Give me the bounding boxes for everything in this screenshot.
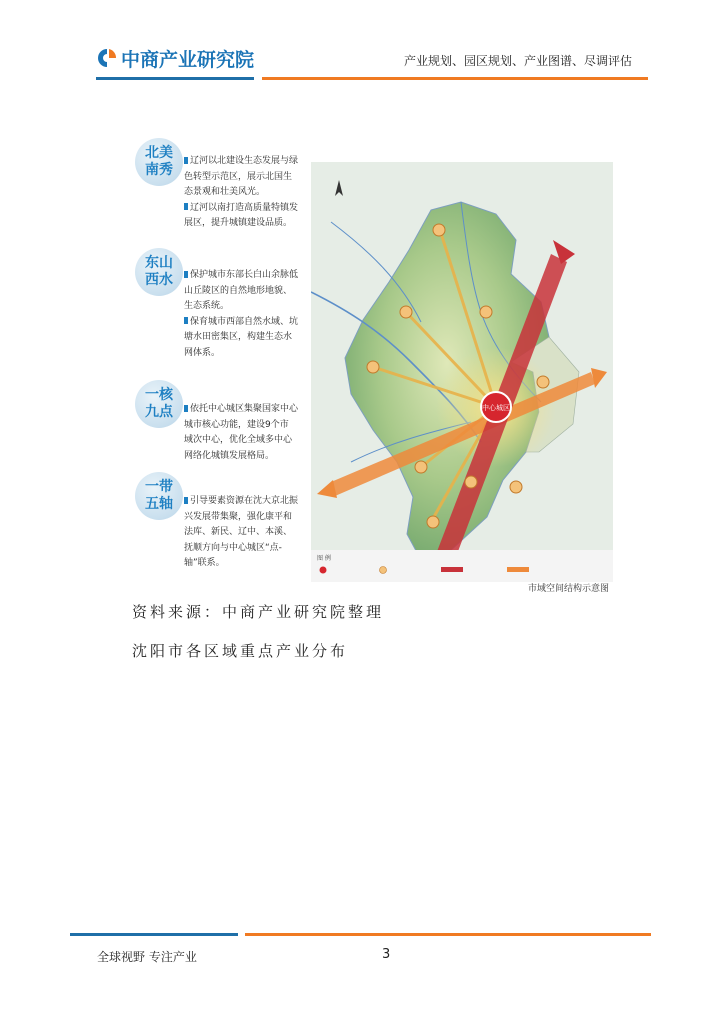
- badge-line: 一核: [145, 387, 173, 403]
- bullet-icon: [184, 203, 188, 210]
- block-line: 保护城市东部长白山余脉低: [190, 270, 299, 280]
- badge-north-south: [135, 138, 183, 186]
- block-line: 塘水田密集区，构建生态水: [184, 332, 293, 342]
- block-line: 网络化城镇发展格局。: [184, 450, 275, 461]
- block-line: 依托中心城区集聚国家中心: [190, 404, 299, 414]
- badge-line: 东山: [145, 255, 173, 271]
- badge-line: 北美: [145, 145, 173, 161]
- page-number: 3: [382, 947, 391, 962]
- block-line: 展区，提升城镇建设品质。: [184, 218, 293, 228]
- footer-divider-blue: [70, 933, 238, 936]
- spatial-structure-figure: [131, 132, 613, 594]
- block-line: 城市核心功能，建设9个市: [184, 419, 289, 430]
- header-tagline: 产业规划、园区规划、产业图谱、尽调评估: [404, 54, 633, 68]
- core-label: 中心城区: [482, 404, 510, 412]
- city-structure-map: [311, 162, 613, 594]
- block-line: 山丘陵区的自然地形地貌、: [184, 285, 293, 296]
- block-line: 引导要素资源在沈大京北振: [190, 496, 299, 506]
- badge-line: 五轴: [145, 496, 173, 512]
- badge-line: 九点: [145, 404, 173, 420]
- brand-logo: [96, 46, 254, 70]
- footer-slogan: 全球视野 专注产业: [97, 950, 197, 964]
- block-line: 保育城市西部自然水域、坑: [190, 316, 299, 327]
- bullet-icon: [184, 405, 188, 412]
- text-block-north-south: [184, 154, 310, 232]
- text-block-core-nine: [184, 402, 310, 464]
- legend-title: 图 例: [317, 555, 331, 562]
- header-divider-orange: [262, 77, 648, 80]
- block-line: 法库、新民、辽中、本溪、: [184, 527, 293, 537]
- block-line: 辽河以北建设生态发展与绿: [190, 156, 299, 166]
- bullet-icon: [184, 271, 188, 278]
- header-divider-blue: [96, 77, 254, 80]
- section-heading: 沈阳市各区域重点产业分布: [132, 642, 349, 660]
- block-line: 抚顺方向与中心城区“点-: [184, 542, 282, 553]
- block-line: 网体系。: [184, 347, 221, 358]
- bullet-icon: [184, 317, 188, 324]
- footer-divider-orange: [245, 933, 651, 936]
- map-caption: 市域空间结构示意图: [527, 584, 609, 594]
- source-note: 资料来源：中商产业研究院整理: [132, 603, 385, 621]
- block-line: 辽河以南打造高质量特镇发: [190, 202, 299, 213]
- badge-line: 南秀: [145, 162, 173, 178]
- badge-line: 一带: [145, 479, 173, 495]
- text-block-east-west: [184, 268, 310, 361]
- text-block-belt-axes: [184, 494, 310, 572]
- logo-mark-icon: [96, 47, 118, 69]
- badge-east-west: [135, 248, 183, 296]
- badge-line: 西水: [145, 272, 173, 288]
- block-line: 生态系统。: [184, 301, 230, 311]
- bullet-icon: [184, 157, 188, 164]
- block-line: 兴发展带集聚，强化康平和: [184, 511, 293, 522]
- badge-belt-axes: [135, 472, 183, 520]
- block-line: 域次中心，优化全域多中心: [184, 435, 293, 445]
- bullet-icon: [184, 497, 188, 504]
- logo-text: 中商产业研究院: [121, 48, 255, 71]
- block-line: 色转型示范区，展示北国生: [184, 171, 293, 182]
- block-line: 轴”联系。: [184, 558, 225, 568]
- block-line: 态景观和壮美风光。: [184, 187, 266, 197]
- badge-core-nine: [135, 380, 183, 428]
